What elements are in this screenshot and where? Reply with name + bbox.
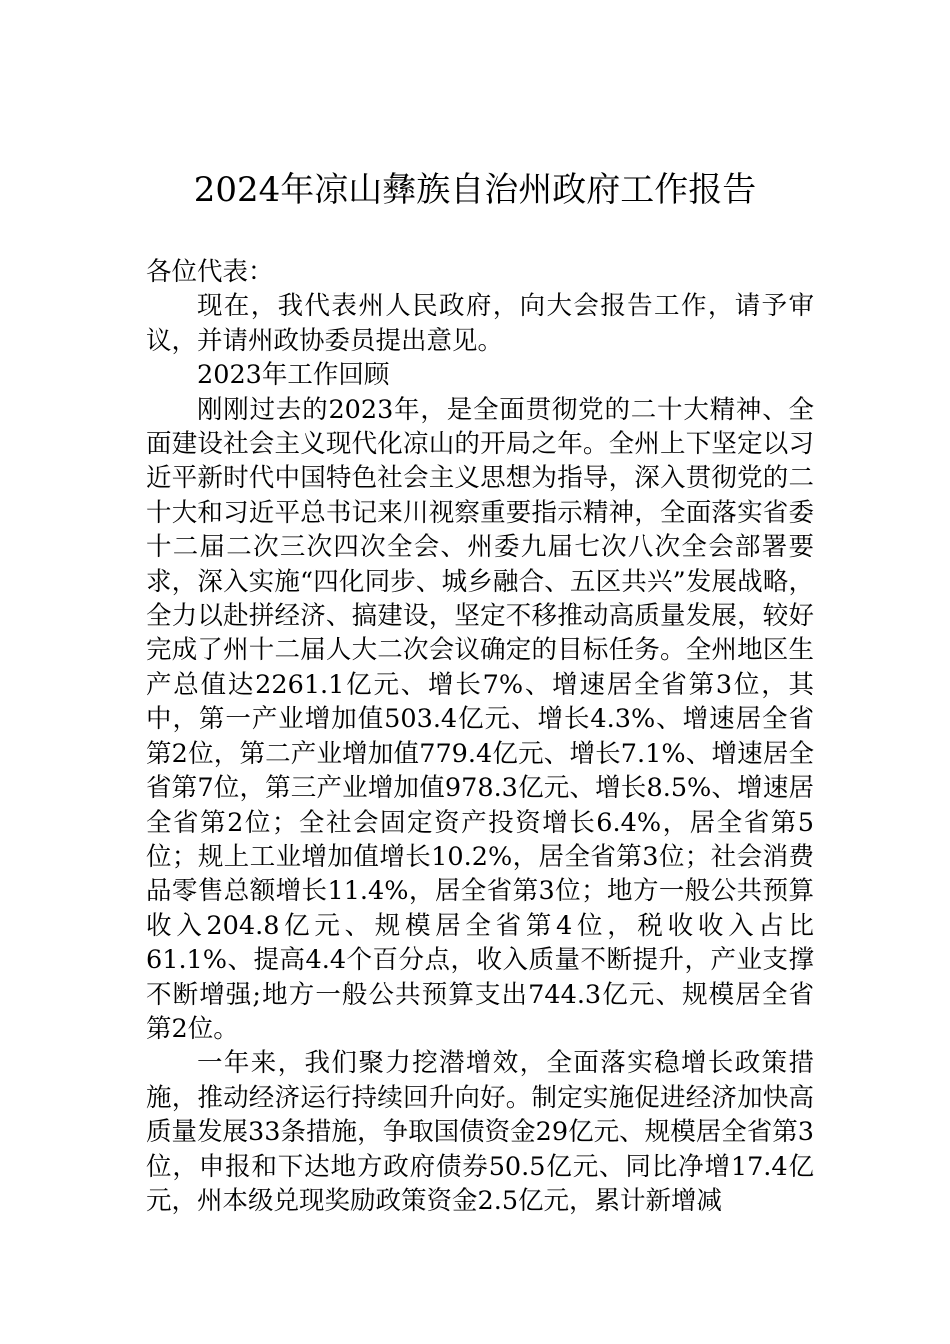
document-title: 2024年凉山彝族自治州政府工作报告: [193, 170, 757, 210]
paragraph-economy: 一年来，我们聚力挖潜增效，全面落实稳增长政策措施，推动经济运行持续回升向好。制定实施促进经济加快高质量发展33条措施，争取国债资金29亿元、规模居全省第3位，申报和下达地方政府债券50.5亿元、同比净增17.4亿元，州本级兑现奖励政策资金2.5亿元，累计新增减: [146, 1048, 814, 1216]
document-body: [146, 255, 814, 1218]
section-heading: 2023年工作回顾: [197, 360, 390, 391]
paragraph-review: 刚刚过去的2023年，是全面贯彻党的二十大精神、全面建设社会主义现代化凉山的开局之年。全州上下坚定以习近平新时代中国特色社会主义思想为指导，深入贯彻党的二十大和习近平总书记来川视察重要指示精神，全面落实省委十二届二次三次四次全会、州委九届七次八次全会部署要求，深入实施“四化同步、城乡融合、五区共兴”发展战略，全力以赴拼经济、搞建设，坚定不移推动高质量发展，较好完成了州十二届人大二次会议确定的目标任务。全州地区生产总值达2261.1亿元、增长7%、增速居全省第3位，其中，第一产业增加值503.4亿元、增长4.3%、增速居全省第2位，第二产业增加值779.4亿元、增长7.1%、增速居全省第7位，第三产业增加值978.3亿元、增长8.5%、增速居全省第2位；全社会固定资产投资增长6.4%，居全省第5位；规上工业增加值增长10.2%，居全省第3位；社会消费品零售总额增长11.4%，居全省第3位；地方一般公共预算收入204.8亿元、规模居全省第4位，税收收入占比61.1%、提高4.4个百分点，收入质量不断提升，产业支撑不断增强;地方一般公共预算支出744.3亿元、规模居全省第2位。: [146, 394, 814, 1044]
salutation: 各位代表：: [146, 257, 274, 287]
paragraph-opening: 现在，我代表州人民政府，向大会报告工作，请予审议，并请州政协委员提出意见。: [146, 291, 814, 356]
